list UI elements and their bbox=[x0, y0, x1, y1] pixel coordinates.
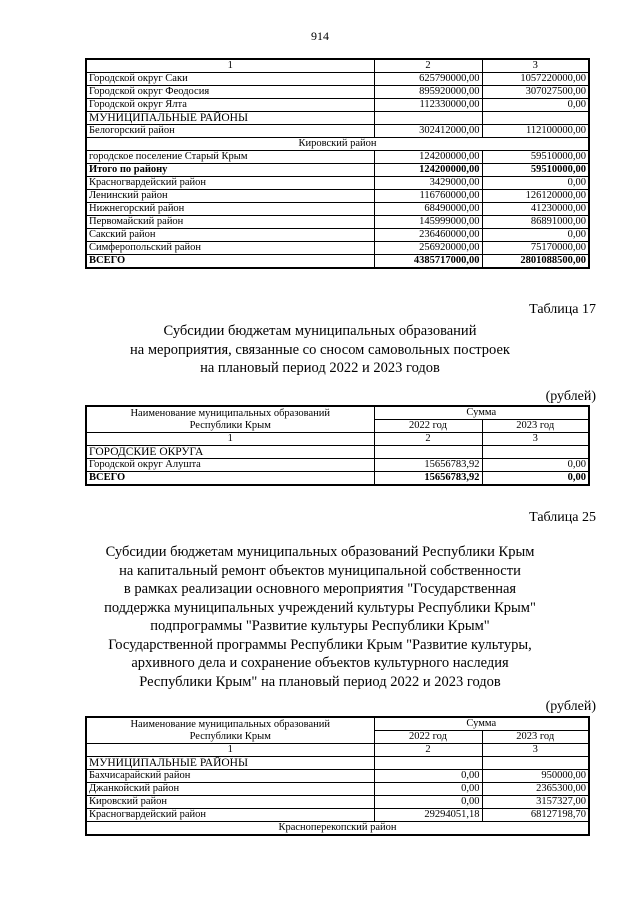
table-row: Джанкойский район 0,00 2365300,00 bbox=[86, 783, 589, 796]
subtotal-row: Итого по району 124200000,00 59510000,00 bbox=[86, 164, 589, 177]
header-row bbox=[86, 717, 589, 731]
column-number-row: 1 2 3 bbox=[86, 744, 589, 757]
district-header-row: Красноперекопский район bbox=[86, 822, 589, 836]
section-row: ГОРОДСКИЕ ОКРУГА bbox=[86, 446, 589, 459]
sum-column-header: Сумма bbox=[374, 717, 589, 731]
name-column-header: Наименование муниципальных образований Республики Крым bbox=[86, 717, 374, 744]
year-2023-header: 2023 год bbox=[482, 420, 589, 433]
year-2022-header: 2022 год bbox=[374, 731, 482, 744]
year-2023-header: 2023 год bbox=[482, 731, 589, 744]
table-row: Красногвардейский район 3429000,00 0,00 bbox=[86, 177, 589, 190]
table-25-unit: (рублей) bbox=[545, 699, 596, 714]
section-row: МУНИЦИПАЛЬНЫЕ РАЙОНЫ bbox=[86, 757, 589, 770]
section-row: МУНИЦИПАЛЬНЫЕ РАЙОНЫ bbox=[86, 112, 589, 125]
table-row: Сакский район 236460000,00 0,00 bbox=[86, 229, 589, 242]
table-25 bbox=[85, 716, 590, 836]
continuation-table bbox=[85, 58, 590, 269]
table-row: Городской округ Алушта 15656783,92 0,00 bbox=[86, 459, 589, 472]
total-row: ВСЕГО 4385717000,00 2801088500,00 bbox=[86, 255, 589, 269]
district-header-row: Кировский район bbox=[86, 138, 589, 151]
table-row: Белогорский район 302412000,00 112100000,00 bbox=[86, 125, 589, 138]
page-number: 914 bbox=[311, 29, 329, 43]
table-row: Городской округ Феодосия 895920000,00 307027500,00 bbox=[86, 86, 589, 99]
table-17-label: Таблица 17 bbox=[529, 302, 596, 317]
table-17-title: Субсидии бюджетам муниципальных образований на мероприятия, связанные со сносом самовольных построек на плановый период 2022 и 2023 годов bbox=[130, 323, 510, 376]
table-row: Нижнегорский район 68490000,00 41230000,00 bbox=[86, 203, 589, 216]
table-row: городское поселение Старый Крым 124200000,00 59510000,00 bbox=[86, 151, 589, 164]
table-row: Бахчисарайский район 0,00 950000,00 bbox=[86, 770, 589, 783]
name-column-header: Наименование муниципальных образований Республики Крым bbox=[86, 406, 374, 433]
table-17 bbox=[85, 405, 590, 486]
sum-column-header: Сумма bbox=[374, 406, 589, 420]
table-17-unit: (рублей) bbox=[545, 389, 596, 404]
table-row: Первомайский район 145999000,00 86891000,00 bbox=[86, 216, 589, 229]
total-row: ВСЕГО 15656783,92 0,00 bbox=[86, 472, 589, 486]
table-row: Красногвардейский район 29294051,18 68127198,70 bbox=[86, 809, 589, 822]
table-25-title: Субсидии бюджетам муниципальных образований Республики Крым на капитальный ремонт объектов муниципальной собственности в рамках реализации основного мероприятия "Государственная поддержка муниципальных учреждений культуры Республики Крым" подпрограммы "Развитие культуры Республики Крым" Государственной программы Республики Крым "Развитие культуры, архивного дела и сохранение объектов культурного наследия Республики Крым" на плановый период 2022 и 2023 годов bbox=[104, 544, 536, 690]
table-row: Кировский район 0,00 3157327,00 bbox=[86, 796, 589, 809]
table-row: Городской округ Саки 625790000,00 1057220000,00 bbox=[86, 73, 589, 86]
column-number-row: 1 2 3 bbox=[86, 59, 589, 73]
table-row: Ленинский район 116760000,00 126120000,00 bbox=[86, 190, 589, 203]
column-number-row: 1 2 3 bbox=[86, 433, 589, 446]
table-row: Городской округ Ялта 112330000,00 0,00 bbox=[86, 99, 589, 112]
table-row: Симферопольский район 256920000,00 75170000,00 bbox=[86, 242, 589, 255]
year-2022-header: 2022 год bbox=[374, 420, 482, 433]
header-row bbox=[86, 406, 589, 420]
table-25-label: Таблица 25 bbox=[529, 510, 596, 525]
